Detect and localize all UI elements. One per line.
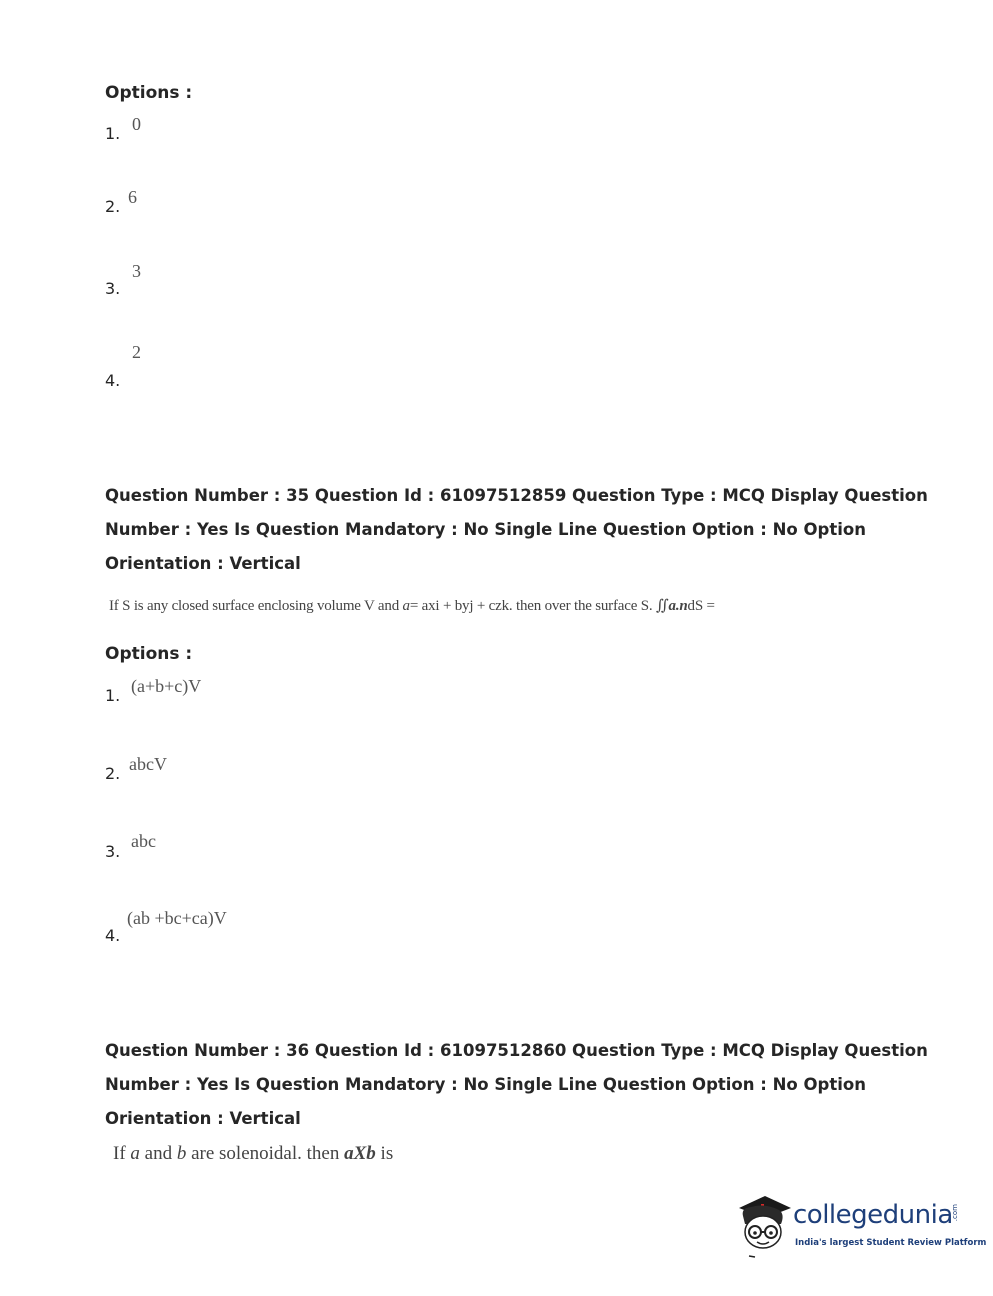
- option-number: 1.: [105, 124, 121, 143]
- option-number: 4.: [105, 371, 121, 390]
- question-text-part: is: [375, 1143, 394, 1164]
- option-value: abc: [131, 831, 156, 851]
- question-text: [113, 1143, 393, 1165]
- vector-a: a: [130, 1143, 140, 1164]
- vector-a-cross-b: aXb: [344, 1143, 376, 1164]
- logo-tagline: India's largest Student Review Platform: [795, 1238, 987, 1248]
- option-value: abcV: [129, 754, 167, 774]
- option-number: 2.: [105, 764, 121, 783]
- option-value: 2: [132, 342, 141, 362]
- question-meta-line: Question Number : 36 Question Id : 61097512860 Question Type : MCQ Display Question: [105, 1041, 928, 1060]
- question-text: [109, 596, 715, 615]
- options-heading: Options :: [105, 644, 193, 664]
- question-meta-line: Orientation : Vertical: [105, 1109, 301, 1128]
- question-meta-line: Orientation : Vertical: [105, 554, 301, 573]
- question-text-part: are solenoidal. then: [186, 1143, 345, 1164]
- vector-a: a: [402, 598, 410, 614]
- option-value: (ab +bc+ca)V: [127, 908, 227, 928]
- option-number: 4.: [105, 926, 121, 945]
- option-number: 1.: [105, 686, 121, 705]
- question-text-part: If: [113, 1143, 131, 1164]
- question-text-part: = axi + byj + czk. then over the surface S.: [409, 598, 656, 614]
- double-integral-symbol: ∬: [655, 598, 669, 614]
- question-meta-line: Number : Yes Is Question Mandatory : No Single Line Question Option : No Option: [105, 1075, 866, 1094]
- vector-b: b: [176, 1143, 187, 1164]
- graduate-mascot-icon: [735, 1190, 793, 1260]
- question-meta-line: Question Number : 35 Question Id : 61097512859 Question Type : MCQ Display Question: [105, 486, 928, 505]
- logo-wordmark: collegedunia: [793, 1200, 953, 1230]
- question-text-part: If S is any closed surface enclosing volume V and: [109, 598, 403, 614]
- option-number: 2.: [105, 197, 121, 216]
- option-value: (a+b+c)V: [131, 676, 202, 696]
- option-value: 6: [128, 187, 137, 207]
- option-value: 0: [132, 114, 141, 134]
- option-value: 3: [132, 261, 141, 281]
- question-text-part: dS =: [687, 598, 715, 614]
- options-heading: Options :: [105, 83, 193, 103]
- collegedunia-logo: [735, 1190, 987, 1260]
- option-number: 3.: [105, 279, 121, 298]
- logo-domain-suffix: .com: [951, 1204, 959, 1222]
- question-meta-line: Number : Yes Is Question Mandatory : No Single Line Question Option : No Option: [105, 520, 866, 539]
- vector-a-dot-n: a.n: [668, 598, 688, 614]
- question-text-part: and: [139, 1143, 177, 1164]
- option-number: 3.: [105, 842, 121, 861]
